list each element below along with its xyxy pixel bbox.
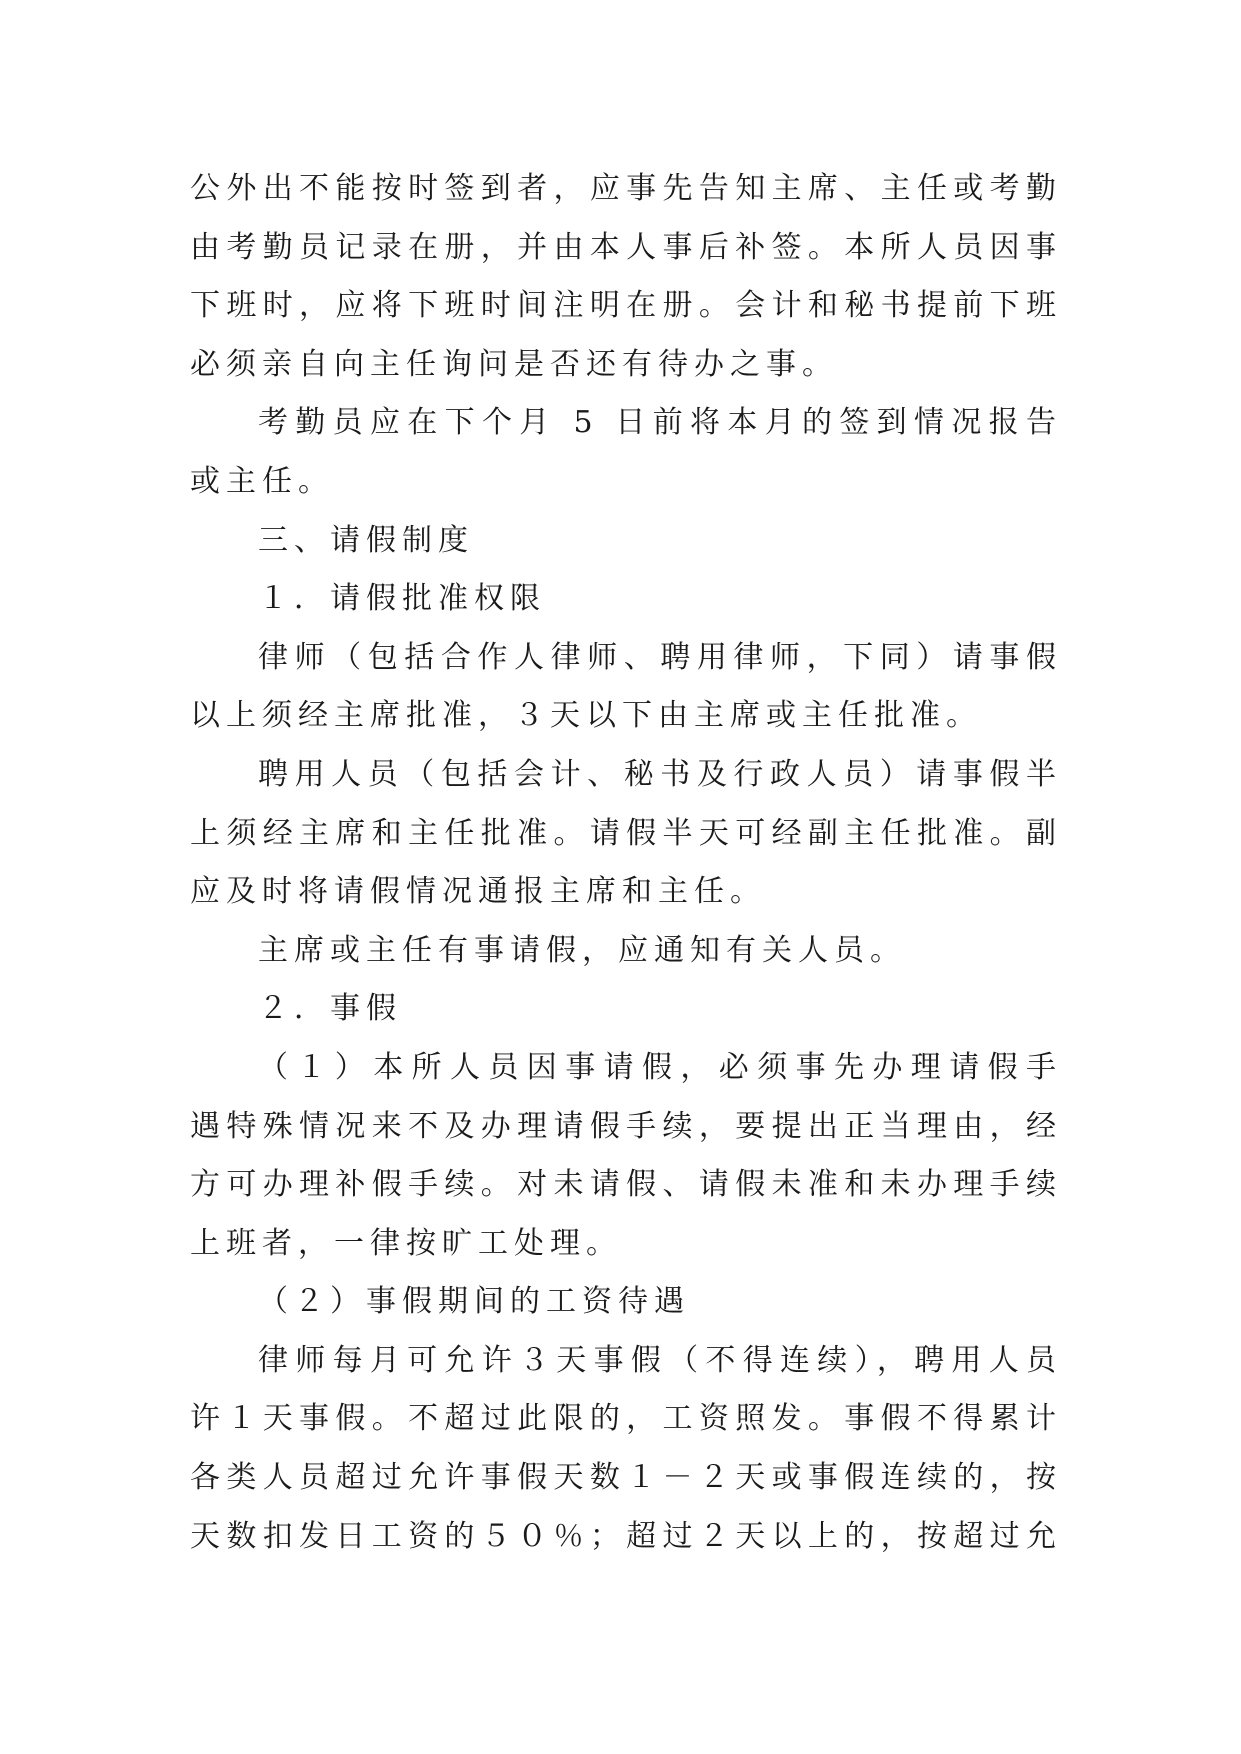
subsection-heading: １．请假批准权限 xyxy=(258,581,546,617)
text-line: 律师（包括合作人律师、聘用律师，下同）请事假 xyxy=(258,639,1062,675)
text-line: 遇特殊情况来不及办理请假手续，要提出正当理由，经 xyxy=(190,1108,1062,1144)
subsection-heading: （２）事假期间的工资待遇 xyxy=(258,1284,690,1320)
text-line: 上须经主席和主任批准。请假半天可经副主任批准。副 xyxy=(190,815,1062,851)
text-line: 必须亲自向主任询问是否还有待办之事。 xyxy=(190,346,838,382)
subsection-heading: ２．事假 xyxy=(258,991,402,1027)
text-line: 应及时将请假情况通报主席和主任。 xyxy=(190,874,766,910)
text-line: 上班者，一律按旷工处理。 xyxy=(190,1225,622,1261)
text-line: 律师每月可允许３天事假（不得连续），聘用人员 xyxy=(258,1342,1062,1378)
text-line: 主席或主任有事请假，应通知有关人员。 xyxy=(258,932,906,968)
text-line: （１）本所人员因事请假，必须事先办理请假手 xyxy=(258,1049,1062,1085)
text-line: 以上须经主席批准，３天以下由主席或主任批准。 xyxy=(190,698,982,734)
text-line: 下班时，应将下班时间注明在册。会计和秘书提前下班 xyxy=(190,288,1062,324)
text-line: 方可办理补假手续。对未请假、请假未准和未办理手续 xyxy=(190,1167,1062,1203)
text-line: 由考勤员记录在册，并由本人事后补签。本所人员因事 xyxy=(190,229,1062,265)
text-line: 天数扣发日工资的５０％；超过２天以上的，按超过允 xyxy=(190,1518,1062,1554)
text-line: 或主任。 xyxy=(190,463,334,499)
text-line: 考勤员应在下个月 5 日前将本月的签到情况报告 xyxy=(258,405,1062,441)
section-heading: 三、请假制度 xyxy=(258,522,474,558)
text-line: 许１天事假。不超过此限的，工资照发。事假不得累计 xyxy=(190,1401,1062,1437)
text-line: 聘用人员（包括会计、秘书及行政人员）请事假半 xyxy=(258,756,1062,792)
document-body xyxy=(190,160,1062,1566)
text-line: 公外出不能按时签到者，应事先告知主席、主任或考勤 xyxy=(190,171,1062,206)
text-line: 各类人员超过允许事假天数１－２天或事假连续的，按 xyxy=(190,1460,1062,1496)
